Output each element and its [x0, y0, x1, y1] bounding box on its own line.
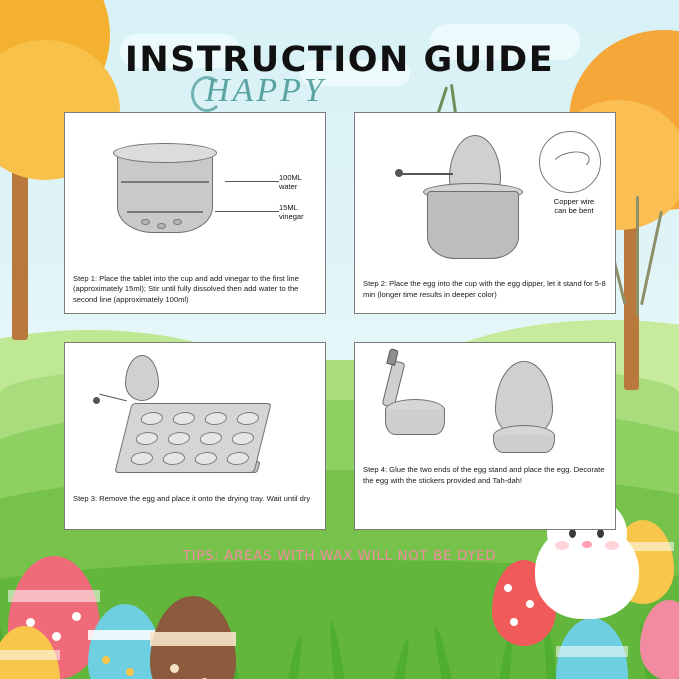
step-1-text: Step 1: Place the tablet into the cup and add vinegar to the first line (approximately 15ml); Stir until fully dissolved then add water to the second line (approximately 100ml) [73, 273, 299, 305]
tray-well [129, 452, 154, 465]
page-title: INSTRUCTION GUIDE [124, 40, 555, 80]
tablet-pellet [157, 223, 166, 229]
tablet-pellet [141, 219, 150, 225]
step-2-text: Step 2: Place the egg into the cup with the egg dipper, let it stand for 5-8 min (longer time results in deeper color) [363, 279, 606, 300]
tray-well [134, 432, 159, 445]
vinegar-fill-line [127, 211, 203, 213]
tray-well [166, 432, 191, 445]
cup-body [427, 191, 519, 259]
callout-water [279, 173, 302, 192]
tray-well [203, 412, 228, 425]
egg-stand-band [493, 435, 555, 453]
tray-well [225, 452, 250, 465]
callout-vinegar-line1: 15ML [279, 203, 298, 212]
egg-dipper-wire [99, 394, 127, 402]
copper-wire-icon [550, 148, 591, 175]
egg-dipper-handle [395, 169, 403, 177]
tablet-pellet [173, 219, 182, 225]
water-fill-line [121, 181, 209, 183]
callout-leader-line [225, 181, 279, 182]
tips-note: TIPS: AREAS WITH WAX WILL NOT BE DYED [182, 548, 497, 564]
egg-dipper-wire [399, 173, 453, 175]
step-3-text: Step 3: Remove the egg and place it onto the drying tray. Wait until dry [73, 494, 311, 504]
egg-illustration [125, 355, 159, 401]
step-2-panel [354, 112, 616, 314]
drying-tray [114, 403, 271, 473]
tray-well [139, 412, 164, 425]
wire-detail-circle [539, 131, 601, 193]
step-4-panel [354, 342, 616, 530]
step-4-text: Step 4: Glue the two ends of the egg stand and place the egg. Decorate the egg with the stickers provided and Tah-dah! [363, 465, 605, 486]
callout-vinegar [279, 203, 304, 222]
copper-wire-note [541, 197, 607, 216]
copper-wire-note-line1: Copper wire [553, 197, 595, 206]
tray-well [230, 432, 255, 445]
callout-water-line1: 100ML [279, 173, 302, 182]
step-3-panel [64, 342, 326, 530]
callout-leader-line [215, 211, 279, 212]
egg-stand-band [385, 409, 445, 435]
tray-well [161, 452, 186, 465]
cup-illustration [105, 135, 225, 255]
happy-script-accent: HAPPY [205, 72, 326, 109]
cup-rim [113, 143, 217, 163]
tray-well [171, 412, 196, 425]
tray-well [198, 432, 223, 445]
copper-wire-note-line2: can be bent [554, 206, 594, 216]
steps-grid [64, 112, 616, 532]
tray-well [193, 452, 218, 465]
egg-dipper-handle [93, 397, 100, 404]
callout-water-line2: water [279, 182, 298, 192]
step-1-panel [64, 112, 326, 314]
callout-vinegar-line2: vinegar [279, 212, 304, 222]
tray-well [235, 412, 260, 425]
